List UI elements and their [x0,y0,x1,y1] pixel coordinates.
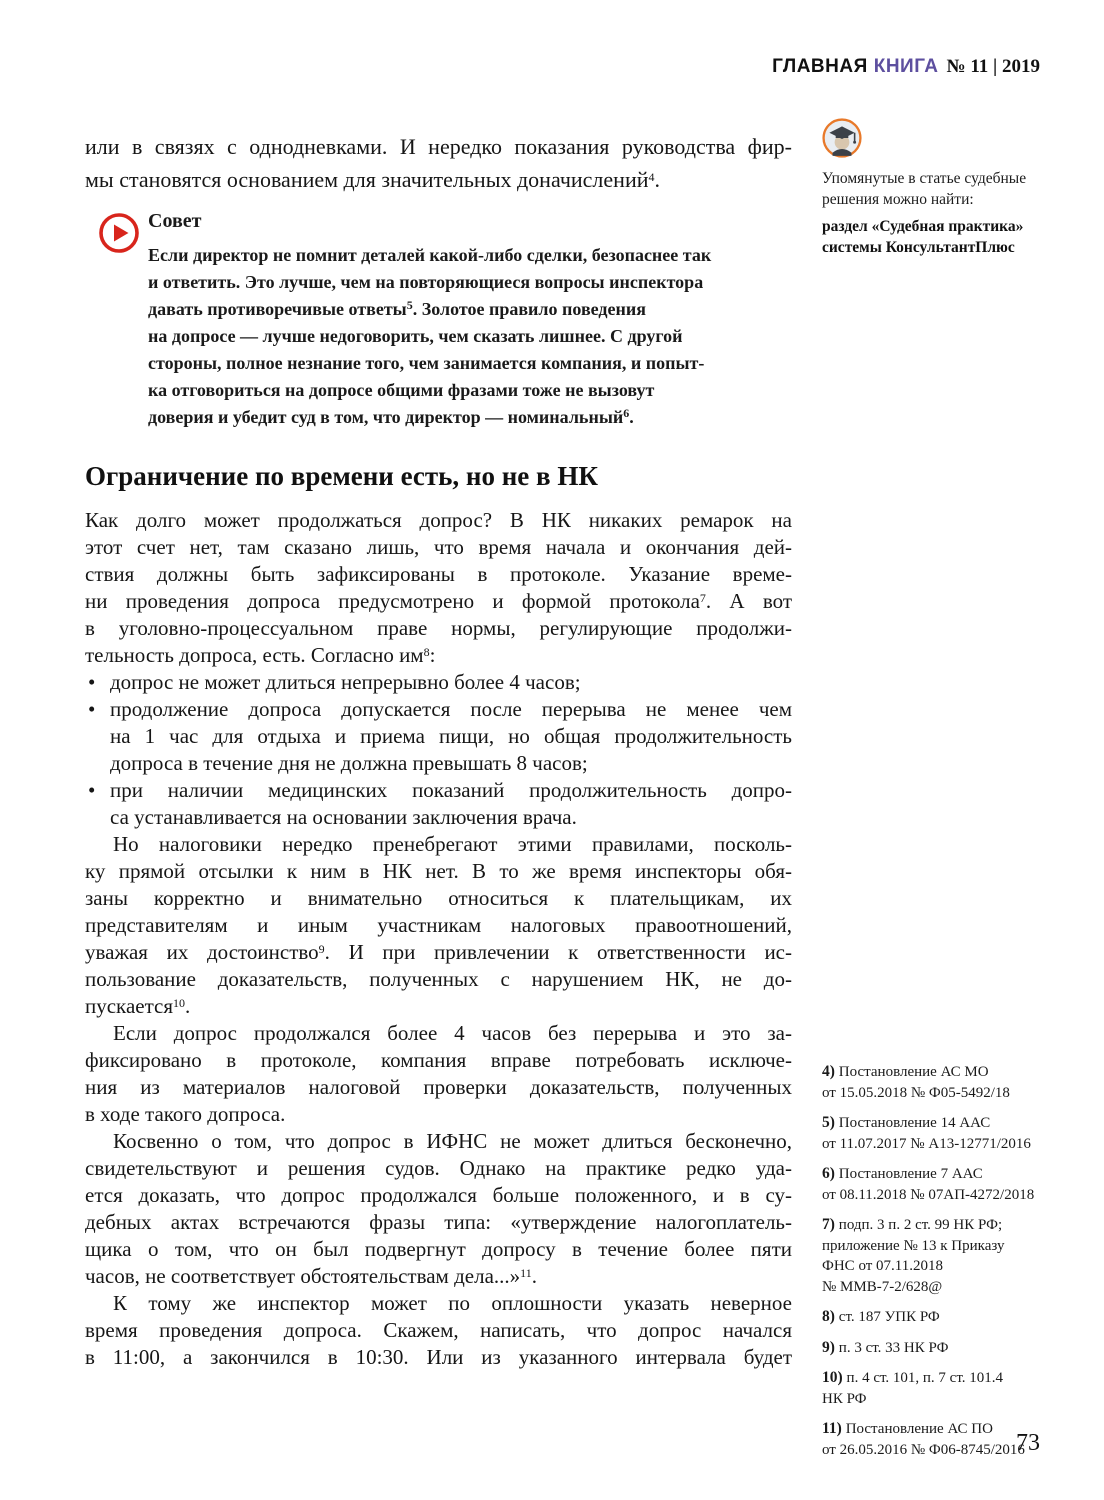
text-line: Если допрос продолжался более 4 часов без перерыва и это за- [113,1021,792,1045]
text-line: или в связях с однодневками. И нередко показания руководства фир- [85,134,792,159]
paragraph [85,1020,792,1128]
footnote-number: 4) [822,1063,839,1080]
body-blocks [85,507,792,1371]
text-line: в уголовно-процессуальном праве нормы, регулирующие продолжи- [85,616,792,640]
footnote-number: 5) [822,1114,839,1131]
text-line: фиксировано в протоколе, компания вправе потребовать исключе- [85,1048,792,1072]
consultant-link [822,216,1060,258]
text-line: пускается$^{10}$. [85,994,191,1018]
footnote-ref: 5 [406,298,413,312]
bullet-item [85,669,792,696]
text-line: щика о том, что он был подвергнут допросу в течение более пяти [85,1237,792,1261]
footnote-ref: 8 [423,645,430,659]
bullet-item [85,777,792,831]
tip-play-icon [98,212,140,254]
text-line: время проведения допроса. Скажем, написать, что допрос начался [85,1318,792,1342]
magazine-header [772,56,1040,78]
text-line: Но налоговики нередко пренебрегают этими правилами, посколь- [113,832,792,856]
footnote-ref: 4 [648,170,655,184]
text-line: и ответить. Это лучше, чем на повторяющиеся вопросы инспектора [148,272,704,292]
footnote-number: 6) [822,1165,839,1182]
footnote-ref: 7 [699,591,706,605]
brand-issue: № 11 | 2019 [946,56,1040,77]
footnote-number: 10) [822,1369,847,1386]
text-line: пользование доказательств, полученных с нарушением НК, не до- [85,967,792,991]
text-line: са устанавливается на основании заключения врача. [110,805,577,829]
footnote: 10) п. 4 ст. 101, п. 7 ст. 101.4 НК РФ [822,1369,1004,1407]
text-line: ни проведения допроса предусмотрено и формой протокола$^7$. А вот [85,589,792,613]
text-line: заны корректно и внимательно относиться к плательщикам, их [85,886,792,910]
footnote: 7) подп. 3 п. 2 ст. 99 НК РФ; приложение № 13 к Приказу ФНС от 07.11.2018 № ММВ-7-2/628@ [822,1216,1005,1295]
text-line: в ходе такого допроса. [85,1102,286,1126]
footnote: 6) Постановление 7 ААС от 08.11.2018 № 07АП-4272/2018 [822,1165,1035,1203]
paragraph [85,1128,792,1290]
tip-box [85,210,792,431]
text-line: Косвенно о том, что допрос в ИФНС не может длиться бесконечно, [113,1129,792,1153]
footnote-number: 7) [822,1216,839,1233]
text-line: ствия должны быть зафиксированы в протоколе. Указание време- [85,562,792,586]
consultant-avatar-icon [822,118,862,158]
paragraph [85,831,792,1020]
text-line: ку прямой отсылки к ним в НК нет. В то же время инспекторы обя- [85,859,792,883]
text-line: в 11:00, а закончился в 10:30. Или из указанного интервала будет [85,1345,792,1369]
footnote-ref: 11 [520,1266,532,1280]
text-line: стороны, полное незнание того, чем занимается компания, и попыт- [148,353,705,373]
text-line: Если директор не помнит деталей какой-либо сделки, безопаснее так [148,245,712,265]
footnote: 8) ст. 187 УПК РФ [822,1308,940,1325]
text-line: ется доказать, что допрос продолжался больше положенного, и в су- [85,1183,792,1207]
footnotes-list [822,1062,1060,1470]
text-line: Как долго может продолжаться допрос? В НК никаких ремарок на [85,508,792,532]
text-line: часов, не соответствует обстоятельствам дела...»$^{11}$. [85,1264,537,1288]
text-line: продолжение допроса допускается после перерыва не менее чем [110,697,792,721]
footnote-number: 11) [822,1420,846,1437]
main-column [85,130,792,1371]
bullet-marker-icon: • [88,697,96,721]
text-line: ния из материалов налоговой проверки доказательств, полученных [85,1075,792,1099]
footnote-ref: 9 [318,942,325,956]
text-line: решения можно найти: [822,191,974,208]
text-line: давать противоречивые ответы$^5$. Золотое правило поведения [148,298,646,319]
text-line: представителям и иным участникам налоговых правоотношений, [85,913,792,937]
tip-text [148,242,792,431]
text-line: при наличии медицинских показаний продолжительность допро- [110,778,792,802]
bullet-marker-icon: • [88,670,96,694]
footnote: 9) п. 3 ст. 33 НК РФ [822,1338,949,1356]
bullet-item [85,696,792,777]
text-line: тельность допроса, есть. Согласно $им^8$: [85,643,436,667]
section-heading: Ограничение по времени есть, но не в НК [85,461,598,491]
page-number: 73 [1016,1430,1040,1456]
text-line: на 1 час для отдыха и приема пищи, но общая продолжительность [110,724,792,748]
text-line: допроса в течение дня не должна превышать 8 часов; [110,751,588,775]
footnote-number: 8) [822,1308,839,1325]
brand-word-kniga: КНИГА [873,56,939,77]
text-line: ка отговориться на допросе общими фразами тоже не вызовут [148,380,655,400]
footnote-ref: 6 [623,406,630,420]
intro-paragraph [85,130,792,196]
bullet-marker-icon: • [88,778,96,802]
footnote: 5) Постановление 14 ААС от 11.07.2017 № А13-12771/2016 [822,1114,1031,1152]
text-line: допрос не может длиться непрерывно более 4 часов; [110,670,581,694]
footnote: 4) Постановление АС МО от 15.05.2018 № Ф05-5492/18 [822,1063,1010,1101]
footnote: 11) Постановление АС ПО от 26.05.2016 № Ф06-8745/2016 [822,1420,1025,1458]
text-line: уважая их достоинство$^9$. И при привлечении к ответственности ис- [85,940,792,964]
text-line: на допросе — лучше недоговорить, чем сказать лишнее. С другой [148,326,683,346]
sidebar [822,118,1060,258]
consultant-note [822,168,1060,210]
text-line: мы становятся основанием для значительных доначислений$^4$. [85,167,660,192]
text-line: этот счет нет, там сказано лишь, что время начала и окончания дей- [85,535,792,559]
paragraph [85,1290,792,1371]
tip-label: Совет [148,210,202,232]
paragraph [85,507,792,669]
footnote-number: 9) [822,1338,839,1356]
text-line: К тому же инспектор может по оплошности указать неверное [113,1291,792,1315]
text-line: Упомянутые в статье судебные [822,170,1027,187]
brand-word-glavnaya: ГЛАВНАЯ [772,56,868,77]
text-line: дебных актах встречаются фразы типа: «утверждение налогоплатель- [85,1210,792,1234]
text-line: раздел «Судебная практика» [822,218,1024,235]
text-line: доверия и убедит суд в том, что директор — номинальный$^6$. [148,406,634,427]
footnote-ref: 10 [173,996,185,1010]
text-line: свидетельствуют и решения судов. Однако на практике редко уда- [85,1156,792,1180]
text-line: системы КонсультантПлюс [822,239,1015,256]
